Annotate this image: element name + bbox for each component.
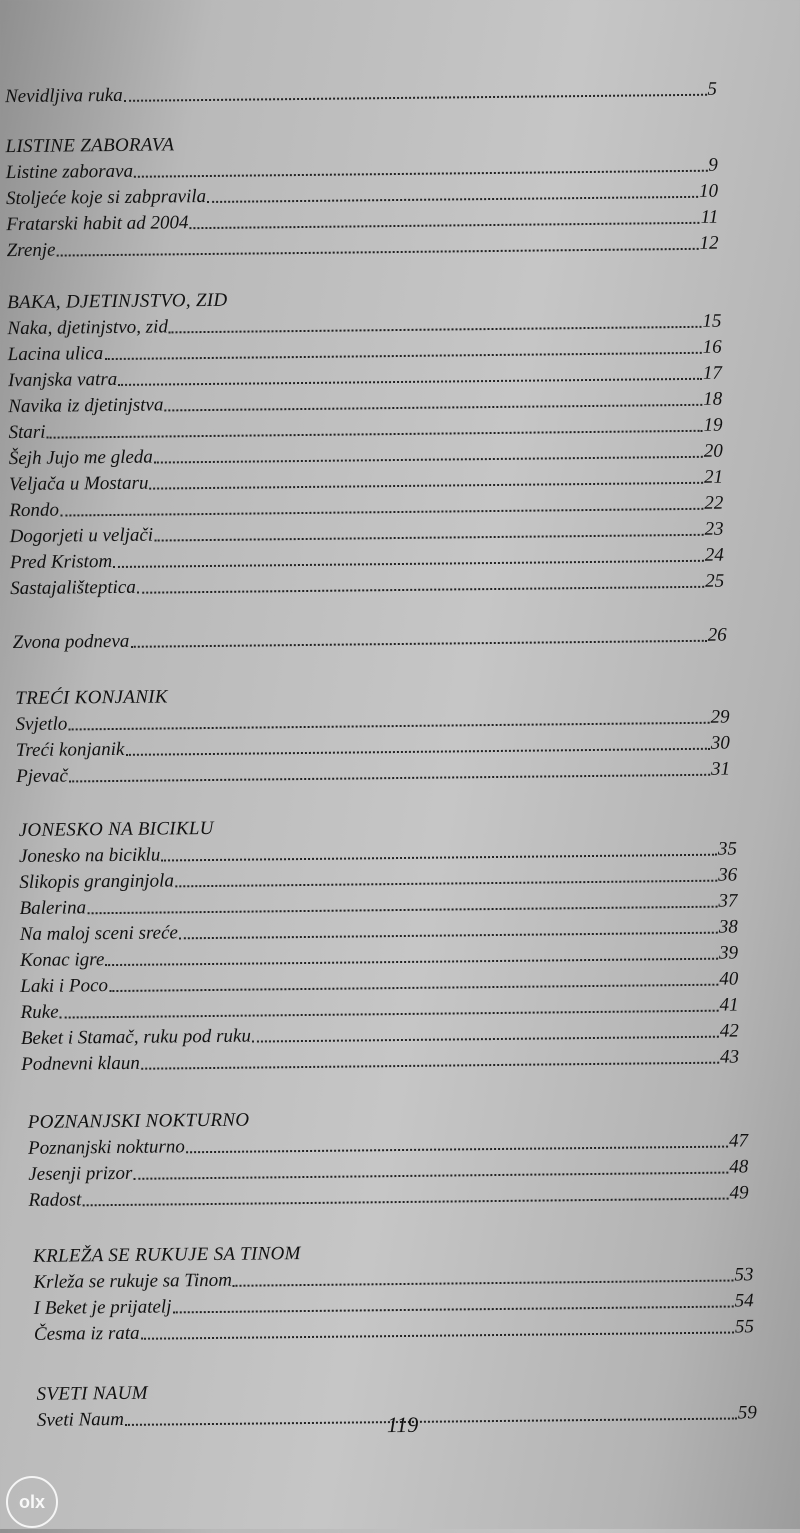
toc-entry <box>21 994 739 1024</box>
entry-page: 5 <box>707 78 718 100</box>
entry-page: 54 <box>734 1290 754 1312</box>
entry-page: 16 <box>702 336 722 358</box>
entry-title: Laki i Poco <box>20 975 109 997</box>
dot-leader <box>130 640 706 648</box>
toc-entry <box>7 311 721 340</box>
dot-leader <box>172 1306 733 1314</box>
entry-page: 20 <box>703 440 723 462</box>
entry-title: Zvona podneva <box>12 630 130 654</box>
entry-page: 38 <box>718 916 738 938</box>
page-number: 119 <box>386 1411 419 1438</box>
dot-leader <box>104 352 701 360</box>
dot-leader <box>141 1062 719 1070</box>
entry-page: 26 <box>707 624 727 646</box>
entry-title: Pred Kristom <box>9 551 113 574</box>
dot-leader <box>60 1010 719 1019</box>
entry-page: 55 <box>734 1316 755 1338</box>
toc-entry <box>33 1264 753 1294</box>
toc-entry <box>9 441 723 470</box>
entry-page: 36 <box>718 864 738 886</box>
dot-leader <box>207 196 698 203</box>
entry-page: 30 <box>710 732 730 754</box>
section-heading: TREĆI KONJANIK <box>15 686 168 710</box>
dot-leader <box>60 508 703 517</box>
toc-entry <box>20 916 738 946</box>
dot-leader <box>109 984 718 992</box>
toc-entry <box>10 545 724 574</box>
dot-leader <box>134 170 707 178</box>
dot-leader <box>125 748 709 756</box>
dot-leader <box>179 932 718 940</box>
dot-leader <box>125 1418 737 1426</box>
entry-title: Podnevni klaun <box>21 1052 140 1075</box>
entry-page: 18 <box>703 388 723 410</box>
dot-leader <box>47 430 703 439</box>
toc-entry <box>5 79 717 108</box>
dot-leader <box>190 222 700 229</box>
entry-page: 59 <box>737 1402 757 1424</box>
toc-entry <box>21 1020 739 1050</box>
entry-title: Lacina ulica <box>7 343 104 366</box>
section-heading: JONESKO NA BICIKLU <box>18 817 214 841</box>
dot-leader <box>69 774 710 783</box>
toc-entry <box>19 838 737 868</box>
entry-page: 9 <box>708 154 718 176</box>
entry-page: 43 <box>720 1046 740 1068</box>
section-heading: POZNANJSKI NOKTURNO <box>27 1109 250 1133</box>
entry-page: 40 <box>719 968 739 990</box>
entry-page: 21 <box>703 466 724 488</box>
toc-entry <box>28 1182 748 1212</box>
dot-leader <box>105 958 718 966</box>
toc-entry <box>6 181 718 210</box>
entry-page: 25 <box>705 570 725 592</box>
entry-page: 31 <box>711 758 731 780</box>
entry-page: 12 <box>699 232 719 254</box>
toc-entry <box>21 1046 739 1076</box>
dot-leader <box>87 906 717 915</box>
entry-title: Česma iz rata <box>33 1322 140 1345</box>
entry-title: I Beket je prijatelj <box>33 1296 172 1319</box>
toc-entry <box>9 467 723 496</box>
toc-entry <box>20 968 738 998</box>
toc-entry <box>16 733 730 762</box>
entry-page: 37 <box>718 890 738 912</box>
toc-entry <box>6 207 718 236</box>
entry-title: Konac igre <box>19 949 105 971</box>
entry-title: Na maloj sceni sreće <box>19 922 179 945</box>
entry-title: Listine zaborava <box>5 160 134 184</box>
dot-leader <box>149 482 703 490</box>
entry-title: Pjevač <box>16 765 68 788</box>
toc-entry <box>28 1130 748 1160</box>
toc-entry <box>15 707 729 736</box>
entry-page: 23 <box>704 518 724 540</box>
dot-leader <box>175 880 717 888</box>
dot-leader <box>154 534 703 542</box>
dot-leader <box>113 560 704 568</box>
toc-entry <box>6 155 718 184</box>
entry-title: Dogorjeti u veljači <box>9 524 154 548</box>
dot-leader <box>124 94 707 102</box>
dot-leader <box>233 1280 734 1287</box>
toc-entry <box>9 493 723 522</box>
toc-entry <box>8 415 722 444</box>
entry-page: 47 <box>728 1130 749 1152</box>
toc-entry <box>10 571 724 600</box>
entry-page: 24 <box>704 544 724 566</box>
toc-entry <box>28 1156 748 1186</box>
entry-title: Svjetlo <box>15 713 68 736</box>
entry-title: Veljača u Mostaru <box>8 472 149 496</box>
entry-page: 29 <box>710 706 730 728</box>
toc-entry <box>10 519 724 548</box>
entry-title: Treći konjanik <box>15 738 125 762</box>
entry-title: Sveti Naum <box>36 1408 125 1431</box>
toc-entry <box>19 864 737 894</box>
dot-leader <box>137 586 704 594</box>
toc-entry <box>8 389 722 418</box>
entry-title: Beket i Stamač, ruku pod ruku <box>20 1025 252 1049</box>
toc-entry <box>20 942 738 972</box>
section-heading: SVETI NAUM <box>36 1382 148 1405</box>
entry-title: Stoljeće koje si zabpravila <box>5 186 207 210</box>
entry-title: Naka, djetinjstvo, zid <box>7 316 168 340</box>
entry-title: Navika iz djetinjstva <box>8 394 164 418</box>
entry-title: Radost <box>28 1189 82 1211</box>
entry-title: Jonesko na biciklu <box>18 844 161 867</box>
entry-page: 19 <box>703 414 723 436</box>
toc-entry <box>7 233 719 262</box>
dot-leader <box>141 1332 734 1340</box>
entry-title: Slikopis granginjola <box>19 870 175 893</box>
dot-leader <box>68 722 709 731</box>
entry-title: Krleža se rukuje sa Tinom <box>33 1269 233 1293</box>
dot-leader <box>154 456 703 464</box>
entry-page: 49 <box>729 1182 749 1204</box>
dot-leader <box>82 1198 728 1207</box>
entry-title: Fratarski habit ad 2004 <box>6 212 189 236</box>
toc-entry <box>19 890 737 920</box>
dot-leader <box>186 1146 728 1154</box>
entry-page: 41 <box>719 994 739 1016</box>
toc-entry <box>13 625 727 654</box>
entry-title: Balerina <box>19 897 87 919</box>
dot-leader <box>252 1036 719 1043</box>
dot-leader <box>164 404 702 412</box>
entry-page: 22 <box>704 492 724 514</box>
toc-entry <box>8 337 722 366</box>
entry-title: Stari <box>8 421 46 444</box>
entry-page: 10 <box>698 180 719 202</box>
section-heading: BAKA, DJETINJSTVO, ZID <box>7 289 228 314</box>
entry-title: Nevidljiva ruka <box>4 84 123 108</box>
entry-page: 17 <box>702 362 723 384</box>
dot-leader <box>118 378 702 386</box>
toc-entry <box>8 363 722 392</box>
toc-entry <box>34 1316 754 1346</box>
dot-leader <box>161 854 717 862</box>
entry-title: Ruke <box>20 1001 59 1023</box>
section-heading: KRLEŽA SE RUKUJE SA TINOM <box>33 1243 301 1267</box>
entry-page: 42 <box>719 1020 739 1042</box>
entry-page: 53 <box>734 1264 754 1286</box>
toc-entry <box>34 1290 754 1320</box>
entry-title: Sastajališteptica <box>10 576 136 600</box>
entry-title: Jesenji prizor <box>28 1162 133 1185</box>
section-heading: LISTINE ZABORAVA <box>5 134 175 158</box>
entry-title: Rondo <box>9 499 60 522</box>
entry-page: 15 <box>702 310 722 332</box>
entry-title: Ivanjska vatra <box>7 368 118 392</box>
olx-watermark-logo: olx <box>6 1476 58 1528</box>
dot-leader <box>133 1172 728 1180</box>
entry-page: 48 <box>729 1156 749 1178</box>
entry-page: 11 <box>700 206 719 228</box>
entry-page: 35 <box>717 838 738 860</box>
dot-leader <box>169 326 702 334</box>
entry-title: Poznanjski nokturno <box>27 1136 185 1159</box>
toc-entry <box>16 759 730 788</box>
entry-title: Šejh Jujo me gleda <box>8 446 153 470</box>
entry-title: Zrenje <box>6 239 56 262</box>
entry-page: 39 <box>718 942 739 964</box>
dot-leader <box>57 248 699 257</box>
